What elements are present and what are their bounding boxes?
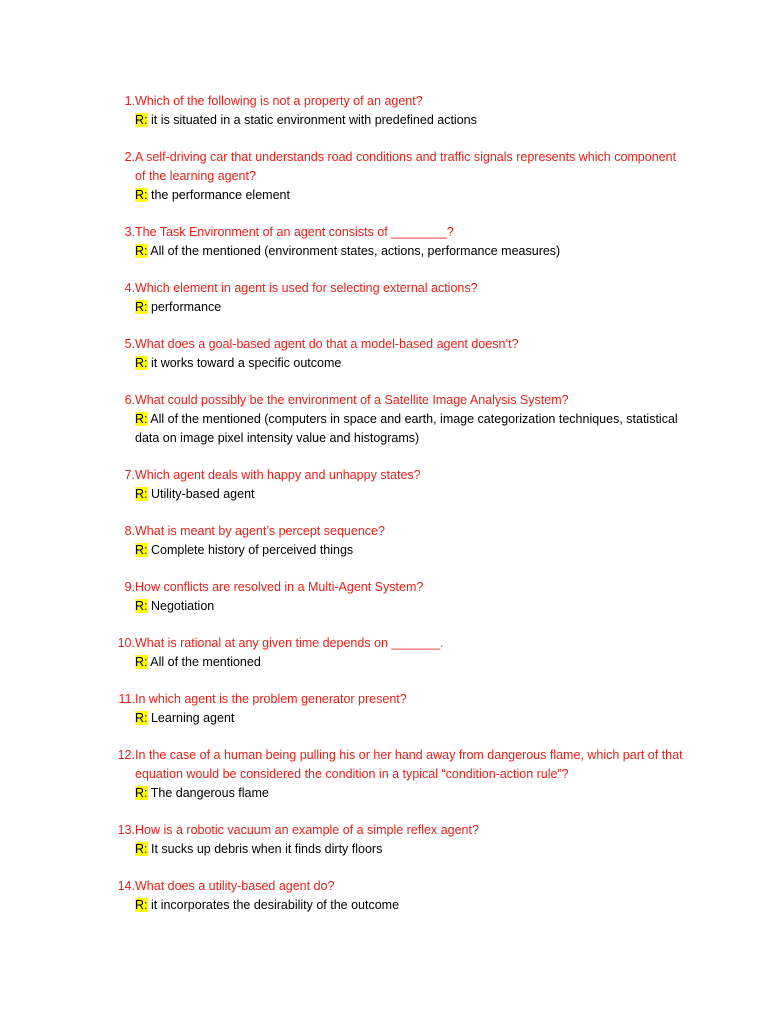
- answer-text: All of the mentioned: [150, 655, 261, 669]
- item-number: 6.: [124, 393, 135, 407]
- answer-label: R:: [135, 113, 148, 127]
- list-item: [108, 279, 688, 317]
- answer-text: Complete history of perceived things: [150, 543, 354, 557]
- answer-label: R:: [135, 711, 148, 725]
- answer-text: It sucks up debris when it finds dirty floors: [150, 842, 383, 856]
- item-number: 12.: [117, 748, 135, 762]
- qa-list: [108, 92, 688, 933]
- question-text: Which of the following is not a property of an agent?: [135, 94, 423, 108]
- answer-label: R:: [135, 244, 148, 258]
- item-number: 1.: [124, 94, 135, 108]
- answer-label: R:: [135, 356, 148, 370]
- answer-label: R:: [135, 786, 148, 800]
- answer-text: it incorporates the desirability of the outcome: [150, 898, 400, 912]
- list-item: [108, 634, 688, 672]
- item-number: 2.: [124, 150, 135, 164]
- item-number: 7.: [124, 468, 135, 482]
- list-item: [108, 223, 688, 261]
- item-number: 3.: [124, 225, 135, 239]
- answer-label: R:: [135, 412, 148, 426]
- answer-text: Utility-based agent: [150, 487, 255, 501]
- answer-label: R:: [135, 543, 148, 557]
- answer-label: R:: [135, 188, 148, 202]
- answer-text: it works toward a specific outcome: [150, 356, 342, 370]
- item-number: 13.: [117, 823, 135, 837]
- answer-text: Learning agent: [150, 711, 235, 725]
- answer-text: All of the mentioned (environment states, actions, performance measures): [150, 244, 561, 258]
- answer-text: All of the mentioned (computers in space and earth, image categorization techniques, statistical data on image pixel intensity value and histograms): [135, 412, 678, 445]
- answer-line: [135, 242, 688, 261]
- item-number: 5.: [124, 337, 135, 351]
- answer-line: [135, 597, 688, 616]
- list-item: [108, 391, 688, 448]
- list-item: [108, 877, 688, 915]
- answer-label: R:: [135, 655, 148, 669]
- question-text: In which agent is the problem generator present?: [135, 692, 407, 706]
- answer-line: [135, 354, 688, 373]
- list-item: [108, 821, 688, 859]
- answer-text: performance: [150, 300, 222, 314]
- answer-label: R:: [135, 599, 148, 613]
- item-number: 9.: [124, 580, 135, 594]
- question-text: How is a robotic vacuum an example of a simple reflex agent?: [135, 823, 479, 837]
- list-item: [108, 92, 688, 130]
- question-text: Which agent deals with happy and unhappy states?: [135, 468, 421, 482]
- answer-label: R:: [135, 300, 148, 314]
- list-item: [108, 466, 688, 504]
- answer-line: [135, 541, 688, 560]
- answer-line: [135, 186, 688, 205]
- list-item: [108, 690, 688, 728]
- question-text: How conflicts are resolved in a Multi-Agent System?: [135, 580, 424, 594]
- question-text: What does a utility-based agent do?: [135, 879, 335, 893]
- question-text: In the case of a human being pulling his or her hand away from dangerous flame, which part of that equation would be considered the condition in a typical “condition-action rule”?: [135, 748, 683, 781]
- question-text: The Task Environment of an agent consists of ________?: [135, 225, 454, 239]
- question-text: What is meant by agent’s percept sequence?: [135, 524, 385, 538]
- question-text: Which element in agent is used for selecting external actions?: [135, 281, 478, 295]
- item-number: 14.: [117, 879, 135, 893]
- answer-label: R:: [135, 487, 148, 501]
- item-number: 11.: [118, 692, 135, 706]
- answer-label: R:: [135, 898, 148, 912]
- item-number: 8.: [124, 524, 135, 538]
- list-item: [108, 148, 688, 205]
- answer-line: [135, 784, 688, 803]
- answer-text: the performance element: [150, 188, 290, 202]
- list-item: [108, 335, 688, 373]
- question-text: What is rational at any given time depends on _______.: [135, 636, 444, 650]
- list-item: [108, 522, 688, 560]
- answer-text: Negotiation: [150, 599, 215, 613]
- answer-line: [135, 298, 688, 317]
- list-item: [108, 746, 688, 803]
- answer-line: [135, 709, 688, 728]
- answer-line: [135, 410, 688, 448]
- question-text: What does a goal-based agent do that a model-based agent doesn’t?: [135, 337, 519, 351]
- answer-line: [135, 111, 688, 130]
- item-number: 10.: [117, 636, 135, 650]
- list-item: [108, 578, 688, 616]
- item-number: 4.: [124, 281, 135, 295]
- question-text: A self-driving car that understands road conditions and traffic signals represents which component of the learning agent?: [135, 150, 677, 183]
- answer-line: [135, 485, 688, 504]
- answer-line: [135, 896, 688, 915]
- answer-text: The dangerous flame: [150, 786, 269, 800]
- question-text: What could possibly be the environment of a Satellite Image Analysis System?: [135, 393, 569, 407]
- answer-label: R:: [135, 842, 148, 856]
- answer-text: it is situated in a static environment with predefined actions: [150, 113, 477, 127]
- answer-line: [135, 653, 688, 672]
- answer-line: [135, 840, 688, 859]
